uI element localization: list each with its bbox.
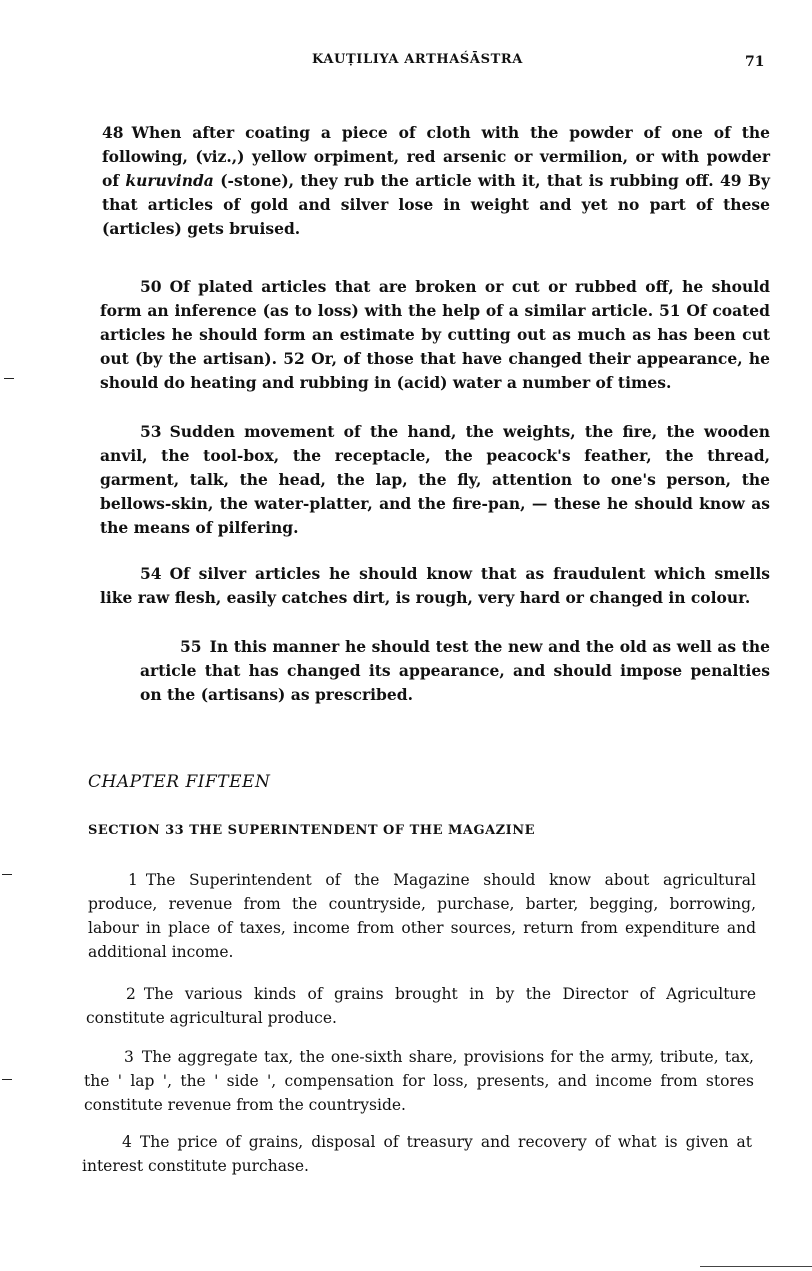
margin-mark xyxy=(4,378,14,379)
paragraph-55 xyxy=(140,635,770,707)
paragraph-text: The Superintendent of the Magazine should know about agricultural produce, revenue from the countryside, purchase, barter, begging, borrowing, labour in place of taxes, income from other sources, return from expenditure and additional income. xyxy=(88,871,756,961)
paragraph-number: 4 xyxy=(122,1133,132,1151)
bottom-rule xyxy=(700,1266,812,1267)
chapter-paragraph-2 xyxy=(86,982,756,1030)
chapter-paragraph-4 xyxy=(82,1130,752,1178)
running-title: KAUṬILIYA ARTHAŚĀSTRA xyxy=(312,52,523,67)
paragraph-number: 55 xyxy=(180,637,202,656)
paragraph-53 xyxy=(100,420,770,540)
paragraph-number: 48 xyxy=(102,123,124,142)
paragraph-text: Sudden movement of the hand, the weights, the fire, the wooden anvil, the tool-box, the receptacle, the peacock's feather, the thread, garment, talk, the head, the lap, the fly, attention to one's person, the bellows-skin, the water-platter, and the fire-pan, — these he should know as the means of pilfering. xyxy=(100,422,770,537)
paragraph-48 xyxy=(102,121,770,241)
paragraph-text: The various kinds of grains brought in by the Director of Agriculture constitute agricultural produce. xyxy=(86,985,756,1027)
chapter-paragraph-3 xyxy=(84,1045,754,1117)
margin-mark xyxy=(2,1079,12,1080)
section-title: SECTION 33 THE SUPERINTENDENT OF THE MAGAZINE xyxy=(88,823,536,838)
page-header xyxy=(0,52,812,76)
paragraph-text: Of plated articles that are broken or cut or rubbed off, he should form an inference (as to loss) with the help of a similar article. 51 Of coated articles he should form an estimate by cutting out as much as has been cut out (by the artisan). 52 Or, of those that have changed their appearance, he should do heating and rubbing in (acid) water a number of times. xyxy=(100,277,770,392)
paragraph-number: 3 xyxy=(124,1048,134,1066)
paragraph-text: In this manner he should test the new and the old as well as the article that has changed its appearance, and should impose penalties on the (artisans) as prescribed. xyxy=(140,637,770,704)
paragraph-54 xyxy=(100,562,770,610)
paragraph-number: 2 xyxy=(126,985,136,1003)
margin-mark xyxy=(2,874,12,875)
paragraph-number: 50 xyxy=(140,277,162,296)
paragraph-text: When after coating a piece of cloth with the powder of one of the following, (viz.,) yellow orpiment, red arsenic or vermilion, or with powder of xyxy=(102,123,770,190)
paragraph-text: The aggregate tax, the one-sixth share, provisions for the army, tribute, tax, the ' lap ', the ' side ', compensation for loss, presents, and income from stores constitute revenue from the countryside. xyxy=(84,1048,754,1114)
paragraph-50 xyxy=(100,275,770,395)
italic-term: kuruvinda xyxy=(125,171,214,190)
paragraph-number: 54 xyxy=(140,564,162,583)
paragraph-number: 1 xyxy=(128,871,138,889)
paragraph-text: The price of grains, disposal of treasury and recovery of what is given at interest constitute purchase. xyxy=(82,1133,752,1175)
chapter-title: CHAPTER FIFTEEN xyxy=(88,772,271,792)
paragraph-number: 53 xyxy=(140,422,162,441)
chapter-paragraph-1 xyxy=(88,868,756,964)
paragraph-text: (-stone), they rub the article with it, that is rubbing off. 49 By that articles of gold and silver lose in weight and yet no part of these (articles) gets bruised. xyxy=(102,171,771,238)
page-number: 71 xyxy=(745,54,765,70)
paragraph-text: Of silver articles he should know that as fraudulent which smells like raw flesh, easily catches dirt, is rough, very hard or changed in colour. xyxy=(100,564,770,607)
